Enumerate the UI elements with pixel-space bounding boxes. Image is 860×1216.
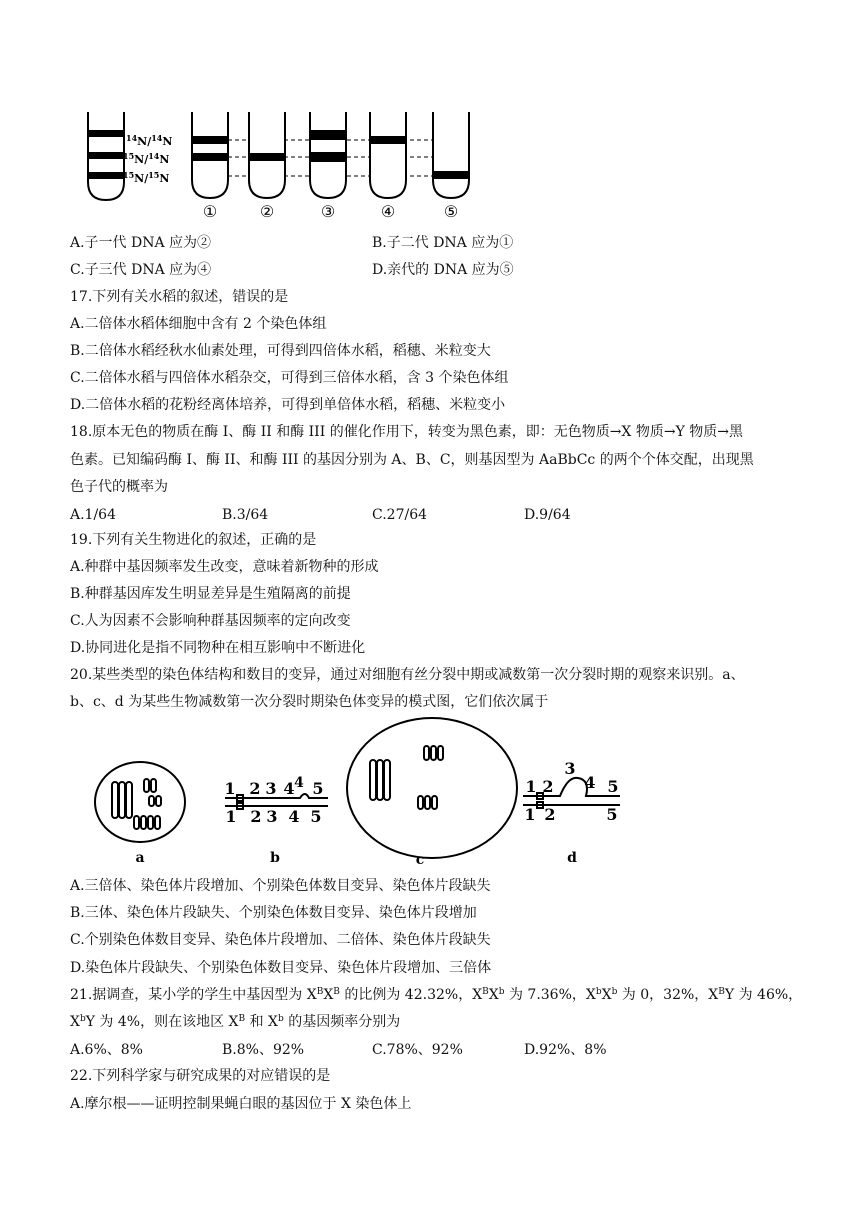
q21-stem-line-2: $X^bY$ 为 4%，则在该地区 $X^B$ 和 $X^b$ 的基因频率分别为 — [70, 1014, 401, 1030]
q21-option-c: C.78%、92% — [372, 1042, 463, 1058]
q17-stem: 17.下列有关水稻的叙述，错误的是 — [70, 289, 289, 305]
ref-label-15-14: $^{15}$N/$^{14}$N — [123, 151, 170, 166]
q20-option-b: B.三体、染色体片段缺失、个别染色体数目变异、染色体片段增加 — [70, 905, 477, 921]
panel-d-chromosomes — [523, 778, 620, 808]
q18-option-c: C.27/64 — [372, 507, 428, 523]
tube-2 — [249, 112, 285, 198]
panel-b-top-1: 1 — [224, 779, 236, 798]
panel-d-bottom-5: 5 — [606, 805, 618, 824]
panel-d-top-3: 3 — [564, 759, 576, 778]
tube-label-1: ① — [202, 202, 218, 221]
q19-option-b: B.种群基因库发生明显差异是生殖隔离的前提 — [70, 586, 351, 602]
q18-stem-line-1: 18.原本无色的物质在酶 I、酶 II 和酶 III 的催化作用下，转变为黑色素，即：无色物质→X 物质→Y 物质→黑 — [70, 424, 743, 440]
q22-stem: 22.下列科学家与研究成果的对应错误的是 — [70, 1068, 331, 1084]
panel-a-cell — [95, 762, 185, 842]
panel-d-bottom-1: 1 — [524, 805, 536, 824]
q18-stem-line-3: 色子代的概率为 — [70, 479, 168, 495]
panel-c-label: c — [415, 852, 425, 868]
panel-d-label: d — [567, 850, 577, 866]
centrifuge-tube-figure — [0, 0, 860, 230]
q17-option-c: C.二倍体水稻与四倍体水稻杂交，可得到三倍体水稻，含 3 个染色体组 — [70, 370, 509, 386]
q19-option-c: C.人为因素不会影响种群基因频率的定向改变 — [70, 613, 351, 629]
panel-b-bottom-3: 3 — [266, 807, 278, 826]
q21-option-d: D.92%、8% — [524, 1042, 607, 1058]
q21-stem-line-1: 21.据调查，某小学的学生中基因型为 $X^BX^B$ 的比例为 42.32%，$X^BX^b$ 为 7.36%，$X^bX^b$ 为 0，32%，$X^BY$ 为 46%， — [70, 987, 803, 1003]
q18-stem-line-2: 色素。已知编码酶 I、酶 II、和酶 III 的基因分别为 A、B、C，则基因型为 AaBbCc 的两个个体交配，出现黑 — [70, 452, 754, 468]
q22-option-a: A.摩尔根——证明控制果蝇白眼的基因位于 X 染色体上 — [70, 1096, 412, 1112]
panel-b-bottom-5: 5 — [310, 807, 322, 826]
panel-b-bottom-1: 1 — [225, 807, 237, 826]
q18-option-a: A.1/64 — [70, 507, 116, 523]
tube-label-5: ⑤ — [443, 202, 459, 221]
tube-4 — [370, 112, 406, 198]
panel-b-bottom-4: 4 — [288, 807, 300, 826]
ref-label-15-15: $^{15}$N/$^{15}$N — [123, 170, 170, 185]
q20-option-c: C.个别染色体数目变异、染色体片段增加、二倍体、染色体片段缺失 — [70, 932, 491, 948]
panel-d-top-2: 2 — [542, 777, 554, 796]
q17-option-b: B.二倍体水稻经秋水仙素处理，可得到四倍体水稻，稻穗、米粒变大 — [70, 343, 491, 359]
q20-option-d: D.染色体片段缺失、个别染色体数目变异、染色体片段增加、三倍体 — [70, 960, 492, 976]
tube-5 — [433, 112, 469, 198]
ref-label-14-14: $^{14}$N/$^{14}$N — [126, 133, 173, 148]
q21-option-a: A.6%、8% — [70, 1042, 143, 1058]
q16-option-c: C.子三代 DNA 应为④ — [70, 262, 212, 278]
q20-stem-line-1: 20.某些类型的染色体结构和数目的变异，通过对细胞有丝分裂中期或减数第一次分裂时期的观察来识别。a、 — [70, 667, 745, 683]
q19-stem: 19.下列有关生物进化的叙述，正确的是 — [70, 532, 317, 548]
q16-option-d: D.亲代的 DNA 应为⑤ — [372, 262, 514, 278]
panel-b-top-3: 3 — [265, 779, 277, 798]
q18-option-d: D.9/64 — [524, 507, 571, 523]
tube-label-2: ② — [259, 202, 275, 221]
q16-option-b: B.子二代 DNA 应为① — [372, 235, 514, 251]
tube-3 — [310, 112, 346, 198]
q17-option-a: A.二倍体水稻体细胞中含有 2 个染色体组 — [70, 316, 327, 332]
panel-b-top-4b: 4 — [294, 775, 304, 791]
panel-d-bottom-2: 2 — [544, 805, 556, 824]
panel-a-label: a — [135, 850, 145, 866]
chromosome-variation-figure — [0, 716, 860, 876]
panel-d-top-4: 4 — [584, 773, 596, 792]
panel-b-top-4a: 4 — [283, 779, 295, 798]
q19-option-a: A.种群中基因频率发生改变，意味着新物种的形成 — [70, 559, 379, 575]
q18-option-b: B.3/64 — [222, 507, 269, 523]
q19-option-d: D.协同进化是指不同物种在相互影响中不断进化 — [70, 640, 366, 656]
panel-b-bottom-2: 2 — [250, 807, 262, 826]
q17-option-d: D.二倍体水稻的花粉经离体培养，可得到单倍体水稻，稻穗、米粒变小 — [70, 397, 506, 413]
reference-tube — [88, 112, 124, 200]
tube-label-3: ③ — [320, 202, 336, 221]
tube-label-4: ④ — [380, 202, 396, 221]
q21-option-b: B.8%、92% — [222, 1042, 305, 1058]
q20-option-a: A.三倍体、染色体片段增加、个别染色体数目变异、染色体片段缺失 — [70, 878, 491, 894]
q16-option-a: A.子一代 DNA 应为② — [70, 235, 212, 251]
tube-1 — [192, 112, 228, 198]
panel-d-top-1: 1 — [525, 777, 537, 796]
q20-stem-line-2: b、c、d 为某些生物减数第一次分裂时期染色体变异的模式图，它们依次属于 — [70, 694, 549, 710]
panel-d-top-5: 5 — [607, 777, 619, 796]
panel-b-top-5: 5 — [312, 779, 324, 798]
panel-b-top-2: 2 — [249, 779, 261, 798]
panel-b-label: b — [270, 850, 280, 866]
panel-c-cell — [347, 718, 517, 858]
